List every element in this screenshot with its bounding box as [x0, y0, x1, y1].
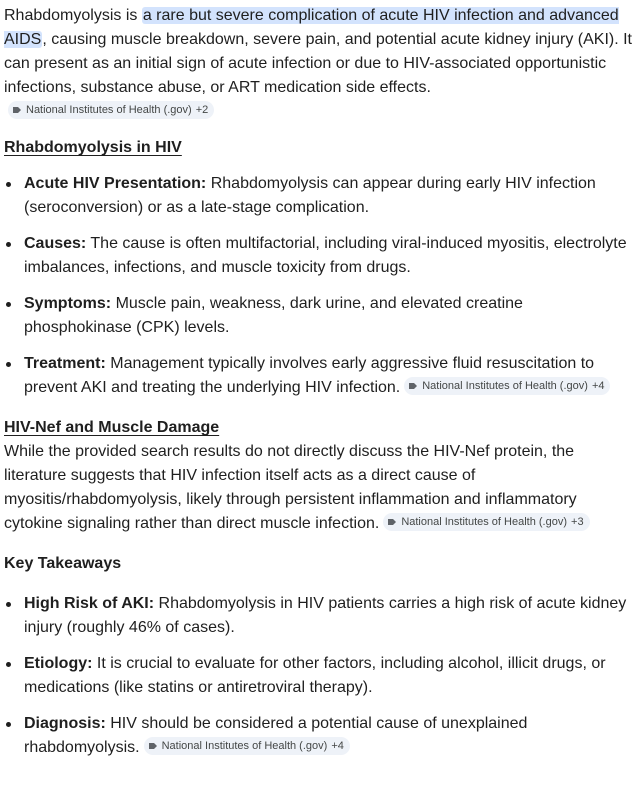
intro-lead: Rhabdomyolysis is [4, 7, 142, 24]
section3-list [4, 592, 638, 760]
section-heading-takeaways: Key Takeaways [4, 555, 122, 572]
source-chip[interactable] [404, 377, 610, 395]
source-chip-label: National Institutes of Health (.gov) [422, 380, 588, 392]
nef-paragraph-text: While the provided search results do not directly discuss the HIV-Nef protein, the literature suggests that HIV infection itself acts as a direct cause of myositis/rhabdomyolysis, likely through persistent inflammation and inflammatory cytokine signaling rather than direct muscle infection. [4, 443, 577, 532]
list-item [4, 652, 630, 700]
bullet-icon [6, 362, 11, 367]
nef-paragraph [4, 440, 604, 536]
list-item [4, 172, 630, 220]
intro-paragraph [4, 4, 632, 124]
list-item-term: Symptoms: [24, 295, 112, 312]
list-item-text: Management typically involves early aggressive fluid resuscitation to prevent AKI and treating the underlying HIV infection. [24, 355, 595, 396]
list-item-text: It is crucial to evaluate for other factors, including alcohol, illicit drugs, or medications (like statins or antiretroviral therapy). [24, 655, 606, 696]
source-chip[interactable] [383, 513, 589, 531]
list-item [4, 592, 630, 640]
list-item [4, 232, 630, 280]
source-link-icon [12, 105, 22, 115]
list-item [4, 352, 614, 400]
section1-list [4, 172, 638, 400]
list-item-text: The cause is often multifactorial, including viral-induced myositis, electrolyte imbalances, infections, and muscle toxicity from drugs. [24, 235, 627, 276]
intro-highlight: a rare but severe complication of acute HIV infection and advanced AIDS [4, 7, 619, 48]
source-link-icon [387, 517, 397, 527]
bullet-icon [6, 662, 11, 667]
source-link-icon [408, 381, 418, 391]
source-link-icon [148, 741, 158, 751]
source-chip-count: +4 [331, 740, 344, 752]
list-item-term: Diagnosis: [24, 715, 106, 732]
intro-rest: , causing muscle breakdown, severe pain, and potential acute kidney injury (AKI). It can present as an initial sign of acute infection or due to HIV-associated opportunistic infections, substance abuse, or ART medication side effects. [4, 31, 632, 96]
list-item-text: HIV should be considered a potential cause of unexplained rhabdomyolysis. [24, 715, 528, 756]
list-item-term: High Risk of AKI: [24, 595, 155, 612]
list-item [4, 712, 630, 760]
list-item-text: Rhabdomyolysis can appear during early HIV infection (seroconversion) or as a late-stage complication. [24, 175, 596, 216]
list-item-text: Rhabdomyolysis in HIV patients carries a high risk of acute kidney injury (roughly 46% of cases). [24, 595, 627, 636]
source-chip-label: National Institutes of Health (.gov) [401, 516, 568, 528]
list-item-term: Etiology: [24, 655, 93, 672]
source-chip-count: +4 [591, 380, 605, 392]
source-chip-count: +2 [195, 104, 209, 116]
source-chip[interactable] [8, 101, 214, 119]
bullet-icon [6, 182, 11, 187]
source-chip[interactable] [144, 737, 350, 755]
source-chip-label: National Institutes of Health (.gov) [26, 104, 192, 116]
bullet-icon [6, 302, 11, 307]
list-item [4, 292, 630, 340]
list-item-term: Causes: [24, 235, 87, 252]
bullet-icon [6, 602, 11, 607]
source-chip-count: +3 [571, 516, 584, 528]
list-item-term: Acute HIV Presentation: [24, 175, 207, 192]
source-chip-label: National Institutes of Health (.gov) [161, 740, 328, 752]
section-heading-nef: HIV-Nef and Muscle Damage [4, 419, 220, 436]
bullet-icon [6, 722, 11, 727]
list-item-term: Treatment: [24, 355, 106, 372]
bullet-icon [6, 242, 11, 247]
section-heading-rhabdo-hiv: Rhabdomyolysis in HIV [4, 139, 182, 156]
list-item-text: Muscle pain, weakness, dark urine, and elevated creatine phosphokinase (CPK) levels. [24, 295, 523, 336]
